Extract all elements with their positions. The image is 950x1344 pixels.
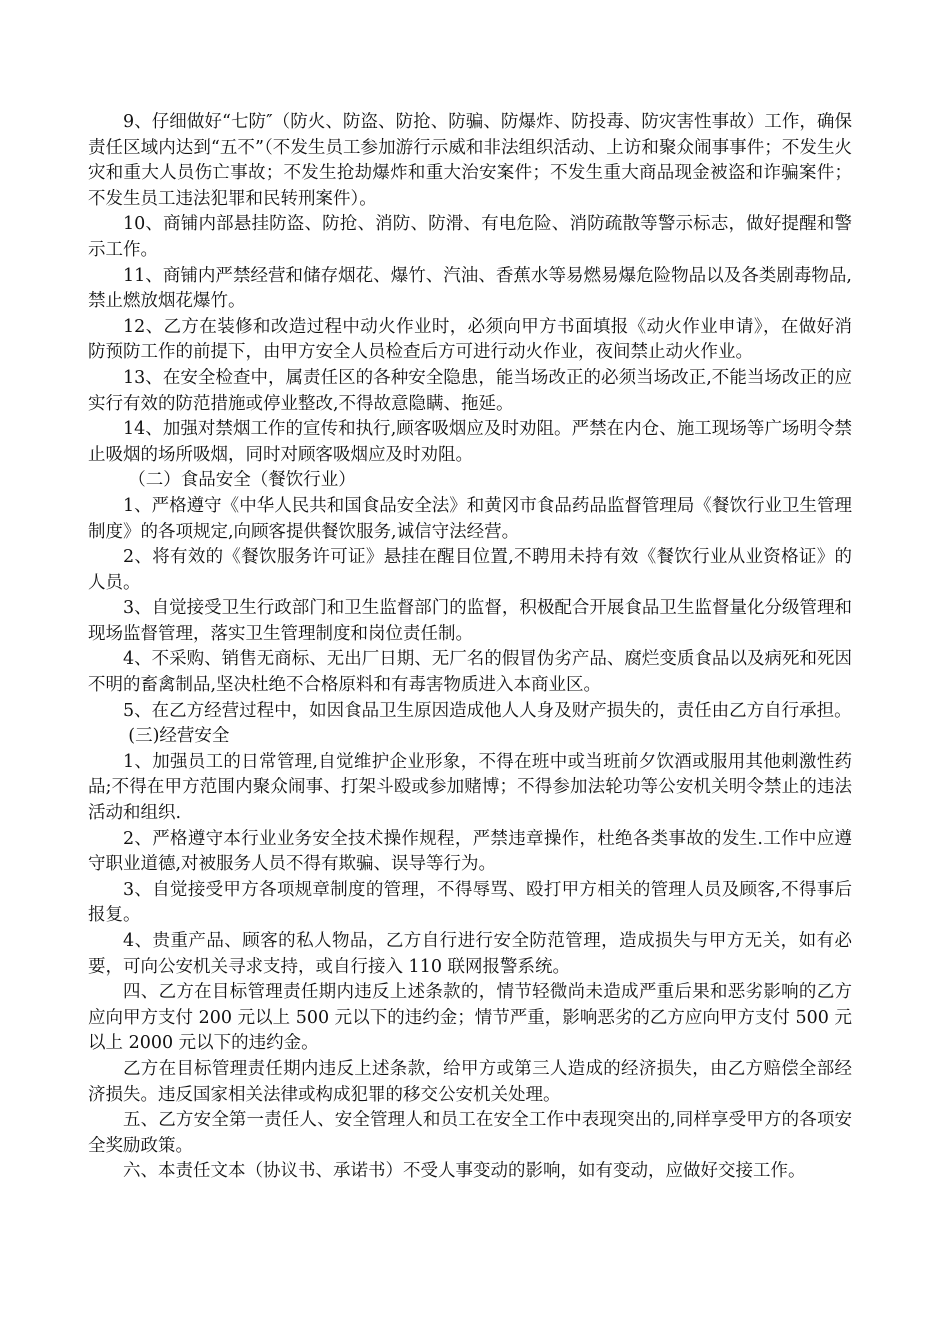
clause-six: 六、本责任文本（协议书、承诺书）不受人事变动的影响，如有变动，应做好交接工作。 — [123, 1161, 806, 1182]
clause-four-compensation: 乙方在目标管理责任期内违反上述条款，给甲方或第三人造成的经济损失，由乙方赔偿全部经济损失。违反国家相关法律或构成犯罪的移交公安机关处理。 — [88, 1058, 852, 1105]
food-paragraph-1: 1、严格遵守《中华人民共和国食品安全法》和黄冈市食品药品监督管理局《餐饮行业卫生管理制度》的各项规定,向顾客提供餐饮服务,诚信守法经营。 — [88, 495, 852, 542]
paragraph-14: 14、加强对禁烟工作的宣传和执行,顾客吸烟应及时劝阻。严禁在内仓、施工现场等广场明令禁止吸烟的场所吸烟，同时对顾客吸烟应及时劝阻。 — [88, 419, 852, 465]
document-body — [88, 110, 852, 1185]
food-paragraph-4: 4、不采购、销售无商标、无出厂日期、无厂名的假冒伪劣产品、腐烂变质食品以及病死和死因不明的畜禽制品,坚决杜绝不合格原料和有毒害物质进入本商业区。 — [88, 649, 852, 696]
food-paragraph-5: 5、在乙方经营过程中，如因食品卫生原因造成他人人身及财产损失的，责任由乙方自行承担。 — [123, 700, 852, 721]
business-paragraph-1: 1、加强员工的日常管理,自觉维护企业形象，不得在班中或当班前夕饮酒或服用其他刺激性药品;不得在甲方范围内聚众闹事、打架斗殴或参加赌博；不得参加法轮功等公安机关明令禁止的违法活动和组织. — [88, 751, 852, 824]
food-paragraph-2: 2、将有效的《餐饮服务许可证》悬挂在醒目位置,不聘用未持有效《餐饮行业从业资格证》的人员。 — [88, 547, 852, 593]
paragraph-10: 10、商铺内部悬挂防盗、防抢、消防、防滑、有电危险、消防疏散等警示标志，做好提醒和警示工作。 — [88, 214, 852, 260]
section-heading-business-safety: (三)经营安全 — [128, 726, 230, 747]
clause-five: 五、乙方安全第一责任人、安全管理人和员工在安全工作中表现突出的,同样享受甲方的各项安全奖励政策。 — [88, 1110, 852, 1156]
paragraph-13: 13、在安全检查中，属责任区的各种安全隐患，能当场改正的必须当场改正,不能当场改正的应实行有效的防范措施或停业整改,不得故意隐瞒、拖延。 — [88, 367, 852, 414]
section-heading-food-safety: （二）食品安全（餐饮行业） — [128, 470, 356, 491]
paragraph-11: 11、商铺内严禁经营和储存烟花、爆竹、汽油、香蕉水等易燃易爆危险物品以及各类剧毒物品,禁止燃放烟花爆竹。 — [88, 265, 852, 312]
business-paragraph-3: 3、自觉接受甲方各项规章制度的管理，不得辱骂、殴打甲方相关的管理人员及顾客,不得事后报复。 — [88, 879, 852, 926]
paragraph-12: 12、乙方在装修和改造过程中动火作业时，必须向甲方书面填报《动火作业申请》，在做好消防预防工作的前提下，由甲方安全人员检查后方可进行动火作业，夜间禁止动火作业。 — [88, 316, 852, 363]
business-paragraph-2: 2、严格遵守本行业业务安全技术操作规程，严禁违章操作，杜绝各类事故的发生.工作中应遵守职业道德,对被服务人员不得有欺骗、误导等行为。 — [88, 828, 852, 875]
food-paragraph-3: 3、自觉接受卫生行政部门和卫生监督部门的监督，积极配合开展食品卫生监督量化分级管理和现场监督管理，落实卫生管理制度和岗位责任制。 — [88, 598, 852, 644]
clause-four: 四、乙方在目标管理责任期内违反上述条款的，情节轻微尚未造成严重后果和恶劣影响的乙方应向甲方支付 200 元以上 500 元以下的违约金；情节严重，影响恶劣的乙方应向甲方支付 500 元以上 2000 元以下的违约金。 — [88, 982, 852, 1054]
business-paragraph-4: 4、贵重产品、顾客的私人物品，乙方自行进行安全防范管理，造成损失与甲方无关，如有必要，可向公安机关寻求支持，或自行接入 110 联网报警系统。 — [88, 931, 852, 977]
paragraph-9: 9、仔细做好“七防″（防火、防盗、防抢、防骗、防爆炸、防投毒、防灾害性事故）工作，确保责任区域内达到“五不”（不发生员工参加游行示威和非法组织活动、上访和聚众闹事事件；不发生火灾和重大人员伤亡事故；不发生抢劫爆炸和重大治安案件；不发生重大商品现金被盗和诈骗案件；不发生员工违法犯罪和民转刑案件）。 — [88, 112, 852, 209]
